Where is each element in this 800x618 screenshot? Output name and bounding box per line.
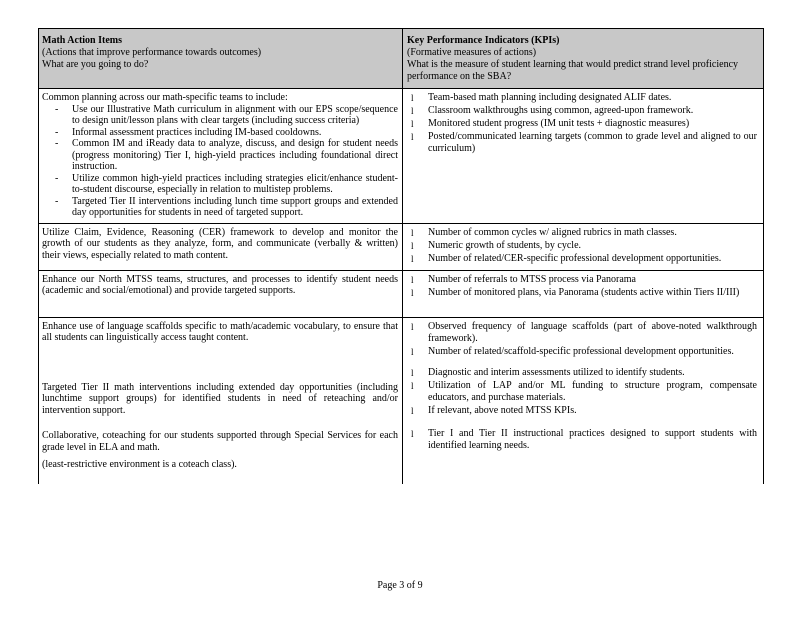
header-kpis xyxy=(403,29,761,88)
header-right-title: Key Performance Indicators (KPIs) xyxy=(407,35,560,46)
action-text: (least-restrictive environment is a coteach class). xyxy=(42,459,237,470)
header-left-subtitle: (Actions that improve performance towards outcomes) xyxy=(42,47,262,58)
list-item: l If relevant, above noted MTSS KPIs. xyxy=(428,405,757,417)
list-item: l Utilization of LAP and/or ML funding to structure program, compensate educators, and purchase materials. xyxy=(428,380,757,404)
kpi-list xyxy=(407,92,757,155)
list-item: l Number of related/scaffold-specific professional development opportunities. xyxy=(428,346,757,358)
action-text: Common planning across our math-specific teams to include: xyxy=(42,92,288,103)
table-header xyxy=(39,28,763,89)
table-row xyxy=(39,224,763,271)
kpi-list xyxy=(407,227,757,265)
list-item: l Number of related/CER-specific professional development opportunities. xyxy=(428,253,757,265)
list-item: l Observed frequency of language scaffolds (part of above-noted walkthrough framework). xyxy=(428,321,757,345)
action-text: Enhance use of language scaffolds specific to math/academic vocabulary, to ensure that all students can linguistically access taught content. xyxy=(42,320,398,343)
kpi-list xyxy=(407,367,757,417)
kpi-cell xyxy=(403,224,761,270)
list-item: l Number of common cycles w/ aligned rubrics in math classes. xyxy=(428,227,757,239)
action-text: Collaborative, coteaching for our students supported through Special Services for each grade level in ELA and math. xyxy=(42,430,398,453)
kpi-list xyxy=(407,274,757,299)
action-cell xyxy=(39,318,403,484)
header-right-question: What is the measure of student learning that would predict strand level proficiency performance on the SBA? xyxy=(407,59,739,82)
header-left-title: Math Action Items xyxy=(42,35,122,46)
kpi-list xyxy=(407,321,757,358)
table-row xyxy=(39,89,763,224)
list-item: - Use our Illustrative Math curriculum in alignment with our EPS scope/sequence to design unit/lesson plans with clear targets (including success criteria) xyxy=(72,104,398,127)
table-row xyxy=(39,318,763,484)
list-item: l Number of monitored plans, via Panorama (students active within Tiers II/III) xyxy=(428,287,757,299)
list-item: l Number of referrals to MTSS process via Panorama xyxy=(428,274,757,286)
action-cell xyxy=(39,224,403,270)
list-item: - Utilize common high-yield practices including strategies elicit/enhance student-to-student discourse, especially in relation to multistep problems. xyxy=(72,173,398,196)
list-item: - Informal assessment practices including IM-based cooldowns. xyxy=(72,127,398,139)
table-row xyxy=(39,271,763,318)
list-item: l Team-based math planning including designated ALIF dates. xyxy=(428,92,757,104)
list-item: l Diagnostic and interim assessments utilized to identify students. xyxy=(428,367,757,379)
action-cell xyxy=(39,89,403,223)
list-item: l Classroom walkthroughs using common, agreed-upon framework. xyxy=(428,105,757,117)
list-item: l Numeric growth of students, by cycle. xyxy=(428,240,757,252)
action-text: Utilize Claim, Evidence, Reasoning (CER) framework to develop and monitor the growth of our students as they analyze, form, and communicate (verbally & written) their views, especially related to math content. xyxy=(42,226,398,261)
kpi-cell xyxy=(403,89,761,223)
list-item: - Common IM and iReady data to analyze, discuss, and design for student needs (progress monitoring) Tier I, high-yield practices including foundational direct instruction. xyxy=(72,138,398,173)
list-item: l Monitored student progress (IM unit tests + diagnostic measures) xyxy=(428,118,757,130)
list-item: l Tier I and Tier II instructional practices designed to support students with identified learning needs. xyxy=(428,428,757,452)
header-action-items xyxy=(39,29,403,88)
action-sub-list xyxy=(42,104,398,219)
action-kpi-table xyxy=(38,28,764,484)
kpi-cell xyxy=(403,271,761,317)
list-item: - Targeted Tier II interventions including lunch time support groups and extended day opportunities for students in need of targeted support. xyxy=(72,196,398,219)
action-text: Targeted Tier II math interventions including extended day opportunities (including lunchtime support groups) for identified students in need of reteaching and/or intervention support. xyxy=(42,381,398,416)
action-cell xyxy=(39,271,403,317)
kpi-list xyxy=(407,428,757,452)
page-number: Page 3 of 9 xyxy=(377,580,423,591)
header-right-subtitle: (Formative measures of actions) xyxy=(407,47,537,58)
list-item: l Posted/communicated learning targets (common to grade level and aligned to our curriculum) xyxy=(428,131,757,155)
action-text: Enhance our North MTSS teams, structures, and processes to identify student needs (academic and social/emotional) and provide targeted supports. xyxy=(42,273,398,296)
header-left-question: What are you going to do? xyxy=(42,59,149,70)
kpi-cell xyxy=(403,318,761,484)
